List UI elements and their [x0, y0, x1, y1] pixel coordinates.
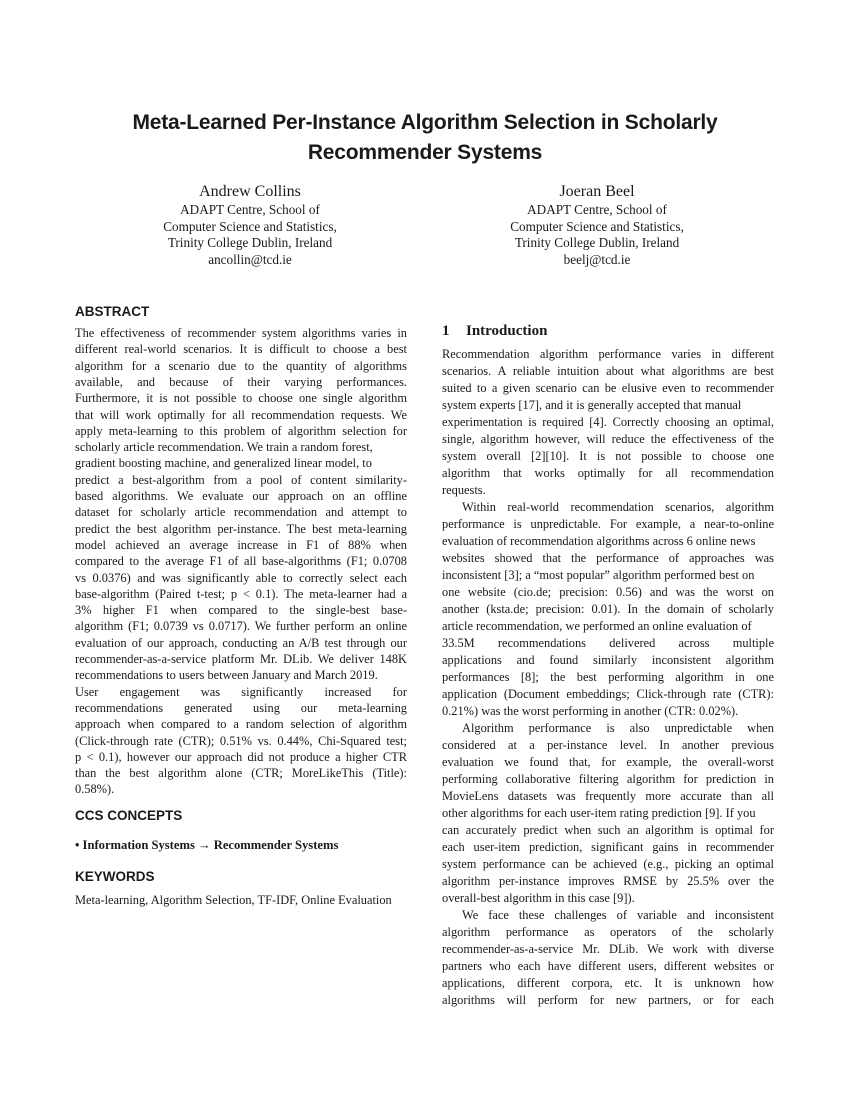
intro-line: system experts [17], and it is generally accepted that manual: [442, 398, 742, 412]
paper-title: [80, 108, 770, 168]
section-number: 1: [442, 323, 450, 339]
intro-line: algorithm performance as operators of the scholarly: [442, 925, 774, 939]
abstract-line: User engagement was significantly increased for: [75, 684, 407, 699]
abstract-heading: ABSTRACT: [75, 304, 150, 319]
intro-line: each user-item prediction, significant gains in recommender: [442, 840, 774, 854]
intro-line: Within real-world recommendation scenarios, algorithm: [462, 500, 774, 514]
abstract-line: base-algorithm (Paired t-test; p < 0.1). The meta-learner had a: [75, 586, 407, 601]
intro-line: algorithms will perform for new partners, or for each: [442, 993, 774, 1007]
intro-line: 33.5M recommendations delivered across multiple: [442, 636, 774, 650]
intro-line: requests.: [442, 483, 486, 497]
abstract-line: Furthermore, it is not possible to choose one single algorithm: [75, 391, 407, 406]
intro-line: experimentation is required [4]. Correctly choosing an optimal,: [442, 415, 774, 429]
intro-line: performances [8]; the best performing algorithm in one: [442, 670, 774, 684]
abstract-line: p < 0.1), however our approach did not produce a higher CTR: [75, 749, 407, 764]
author-affiliation-line: ADAPT Centre, School of: [180, 202, 320, 217]
section-title: Introduction: [466, 323, 548, 339]
abstract-line: evaluation of our approach, conducting an A/B test through our: [75, 635, 407, 650]
intro-line: system performance can be achieved (e.g., picking an optimal: [442, 857, 774, 871]
abstract-line: approach when compared to a random selection of algorithm: [75, 717, 407, 732]
keywords-text: Meta-learning, Algorithm Selection, TF-IDF, Online Evaluation: [75, 893, 392, 907]
intro-line: scenarios. A reliable intuition about what algorithms are best: [442, 364, 774, 378]
intro-line: MovieLens datasets was frequently more accurate than all: [442, 789, 774, 803]
author-affiliation-line: Computer Science and Statistics,: [510, 218, 684, 234]
abstract-line: 0.58%).: [75, 782, 115, 797]
intro-line: 0.21%) was the worst performing in another (CTR: 0.02%).: [442, 704, 739, 718]
author-block: [85, 182, 415, 268]
intro-line: application (Document embeddings; Click-through rate (CTR):: [442, 687, 774, 701]
abstract-line: The effectiveness of recommender system algorithms varies in: [75, 326, 407, 340]
intro-line: suited to a given scenario can be elusive even to recommender: [442, 381, 774, 395]
abstract-line: recommendations generated using our meta-learning: [75, 700, 407, 715]
abstract-line: compared to the average F1 of all base-algorithms (F1; 0.0708: [75, 554, 407, 569]
intro-line: algorithm per-instance improves RMSE by 25.5% over the: [442, 874, 774, 888]
intro-line: algorithm that works optimally for all recommendation: [442, 466, 774, 480]
author-name: Andrew Collins: [199, 183, 301, 200]
intro-line: Recommendation algorithm performance varies in different: [442, 347, 774, 361]
intro-line: partners who each have different users, different websites or: [442, 959, 774, 973]
intro-line: one website (cio.de; precision: 0.56) and was the worst on: [442, 585, 774, 599]
author-email: beelj@tcd.ie: [563, 251, 631, 267]
author-affiliation-line: Trinity College Dublin, Ireland: [514, 235, 680, 250]
intro-line: applications, different corpora, etc. It is unknown how: [442, 976, 774, 990]
abstract-line: based algorithms. We evaluate our approach on an offline: [75, 489, 407, 503]
ccs-heading: CCS CONCEPTS: [75, 808, 183, 823]
abstract-line: algorithm (F1; 0.0739 vs 0.0717). We further perform an online: [75, 619, 407, 634]
intro-line: article recommendation, we performed an online evaluation of: [442, 619, 752, 633]
intro-line: another (ksta.de; precision: 0.01). In the domain of scholarly: [442, 602, 774, 616]
ccs-item: • Information Systems → Recommender Systems: [75, 838, 339, 852]
abstract-line: different real-world scenarios. It is difficult to choose a best: [75, 342, 407, 357]
author-block: [432, 182, 762, 268]
intro-line: evaluation we found that, for example, the overall-worst: [442, 755, 774, 769]
author-affiliation-line: Computer Science and Statistics,: [163, 218, 337, 234]
intro-line: performance is unpredictable. For example, a near-to-online: [442, 517, 774, 531]
paper-title-line: Meta-Learned Per-Instance Algorithm Selection in Scholarly: [132, 111, 718, 134]
abstract-line: scholarly article recommendation. We train a random forest,: [75, 440, 373, 455]
intro-line: considered at a per-instance level. In another previous: [442, 738, 774, 752]
abstract-line: recommender-as-a-service platform Mr. DLib. We deliver 148K: [75, 652, 407, 666]
abstract-line: predict a best-algorithm from a pool of content similarity-: [75, 472, 407, 487]
author-email: ancollin@tcd.ie: [208, 251, 292, 267]
abstract-line: 3% higher F1 when compared to the single-best base-: [75, 603, 407, 618]
intro-line: applications and found similarly inconsistent algorithm: [442, 653, 774, 667]
abstract-line: gradient boosting machine, and generalized linear model, to: [75, 456, 372, 471]
intro-line: We face these challenges of variable and inconsistent: [462, 908, 774, 922]
abstract-line: dataset for scholarly article recommendation and attempt to: [75, 505, 407, 520]
abstract-line: vs 0.0376) and was significantly able to correctly select each: [75, 570, 407, 585]
abstract-line: apply meta-learning to this problem of algorithm selection for: [75, 423, 407, 438]
author-affiliation-line: Trinity College Dublin, Ireland: [167, 235, 333, 250]
intro-line: can accurately predict when such an algorithm is optimal for: [442, 823, 774, 837]
intro-line: system overall [2][10]. It is not possible to choose one: [442, 449, 774, 463]
paper-title-line: Recommender Systems: [307, 141, 543, 164]
author-name: Joeran Beel: [559, 183, 635, 200]
intro-line: other algorithms for each user-item rating prediction [9]. If you: [442, 806, 756, 820]
intro-line: Algorithm performance is also unpredictable when: [462, 721, 774, 735]
keywords-heading: KEYWORDS: [75, 869, 155, 884]
intro-line: overall-best algorithm in this case [9]).: [442, 891, 635, 905]
intro-line: recommender-as-a-service Mr. DLib. We work with diverse: [442, 942, 774, 956]
author-affiliation-line: ADAPT Centre, School of: [527, 202, 667, 217]
intro-line: single, algorithm however, will reduce the effectiveness of the: [442, 432, 774, 446]
abstract-line: recommendations to users between January and March 2019.: [75, 668, 378, 683]
abstract-line: predict the best algorithm per-instance. The best meta-learning: [75, 521, 407, 536]
abstract-line: available, and because of their varying performances.: [75, 374, 407, 389]
abstract-line: algorithm for a scenario due to the quantity of algorithms: [75, 358, 407, 373]
intro-line: inconsistent [3]; a “most popular” algorithm performed best on: [442, 568, 755, 582]
intro-line: performing collaborative filtering algorithm for prediction in: [442, 772, 774, 786]
abstract-line: than the best algorithm alone (CTR; MoreLikeThis (Title):: [75, 766, 407, 781]
intro-line: websites showed that the performance of approaches was: [442, 551, 774, 565]
intro-line: evaluation of recommendation algorithms across 6 online news: [442, 534, 756, 548]
abstract-line: model achieved an average increase in F1 of 88% when: [75, 537, 407, 552]
section-heading: [442, 323, 547, 340]
abstract-line: that will work optimally for all recommendation requests. We: [75, 407, 407, 422]
abstract-line: (Click-through rate (CTR); 0.51% vs. 0.44%, Chi-Squared test;: [75, 733, 407, 748]
